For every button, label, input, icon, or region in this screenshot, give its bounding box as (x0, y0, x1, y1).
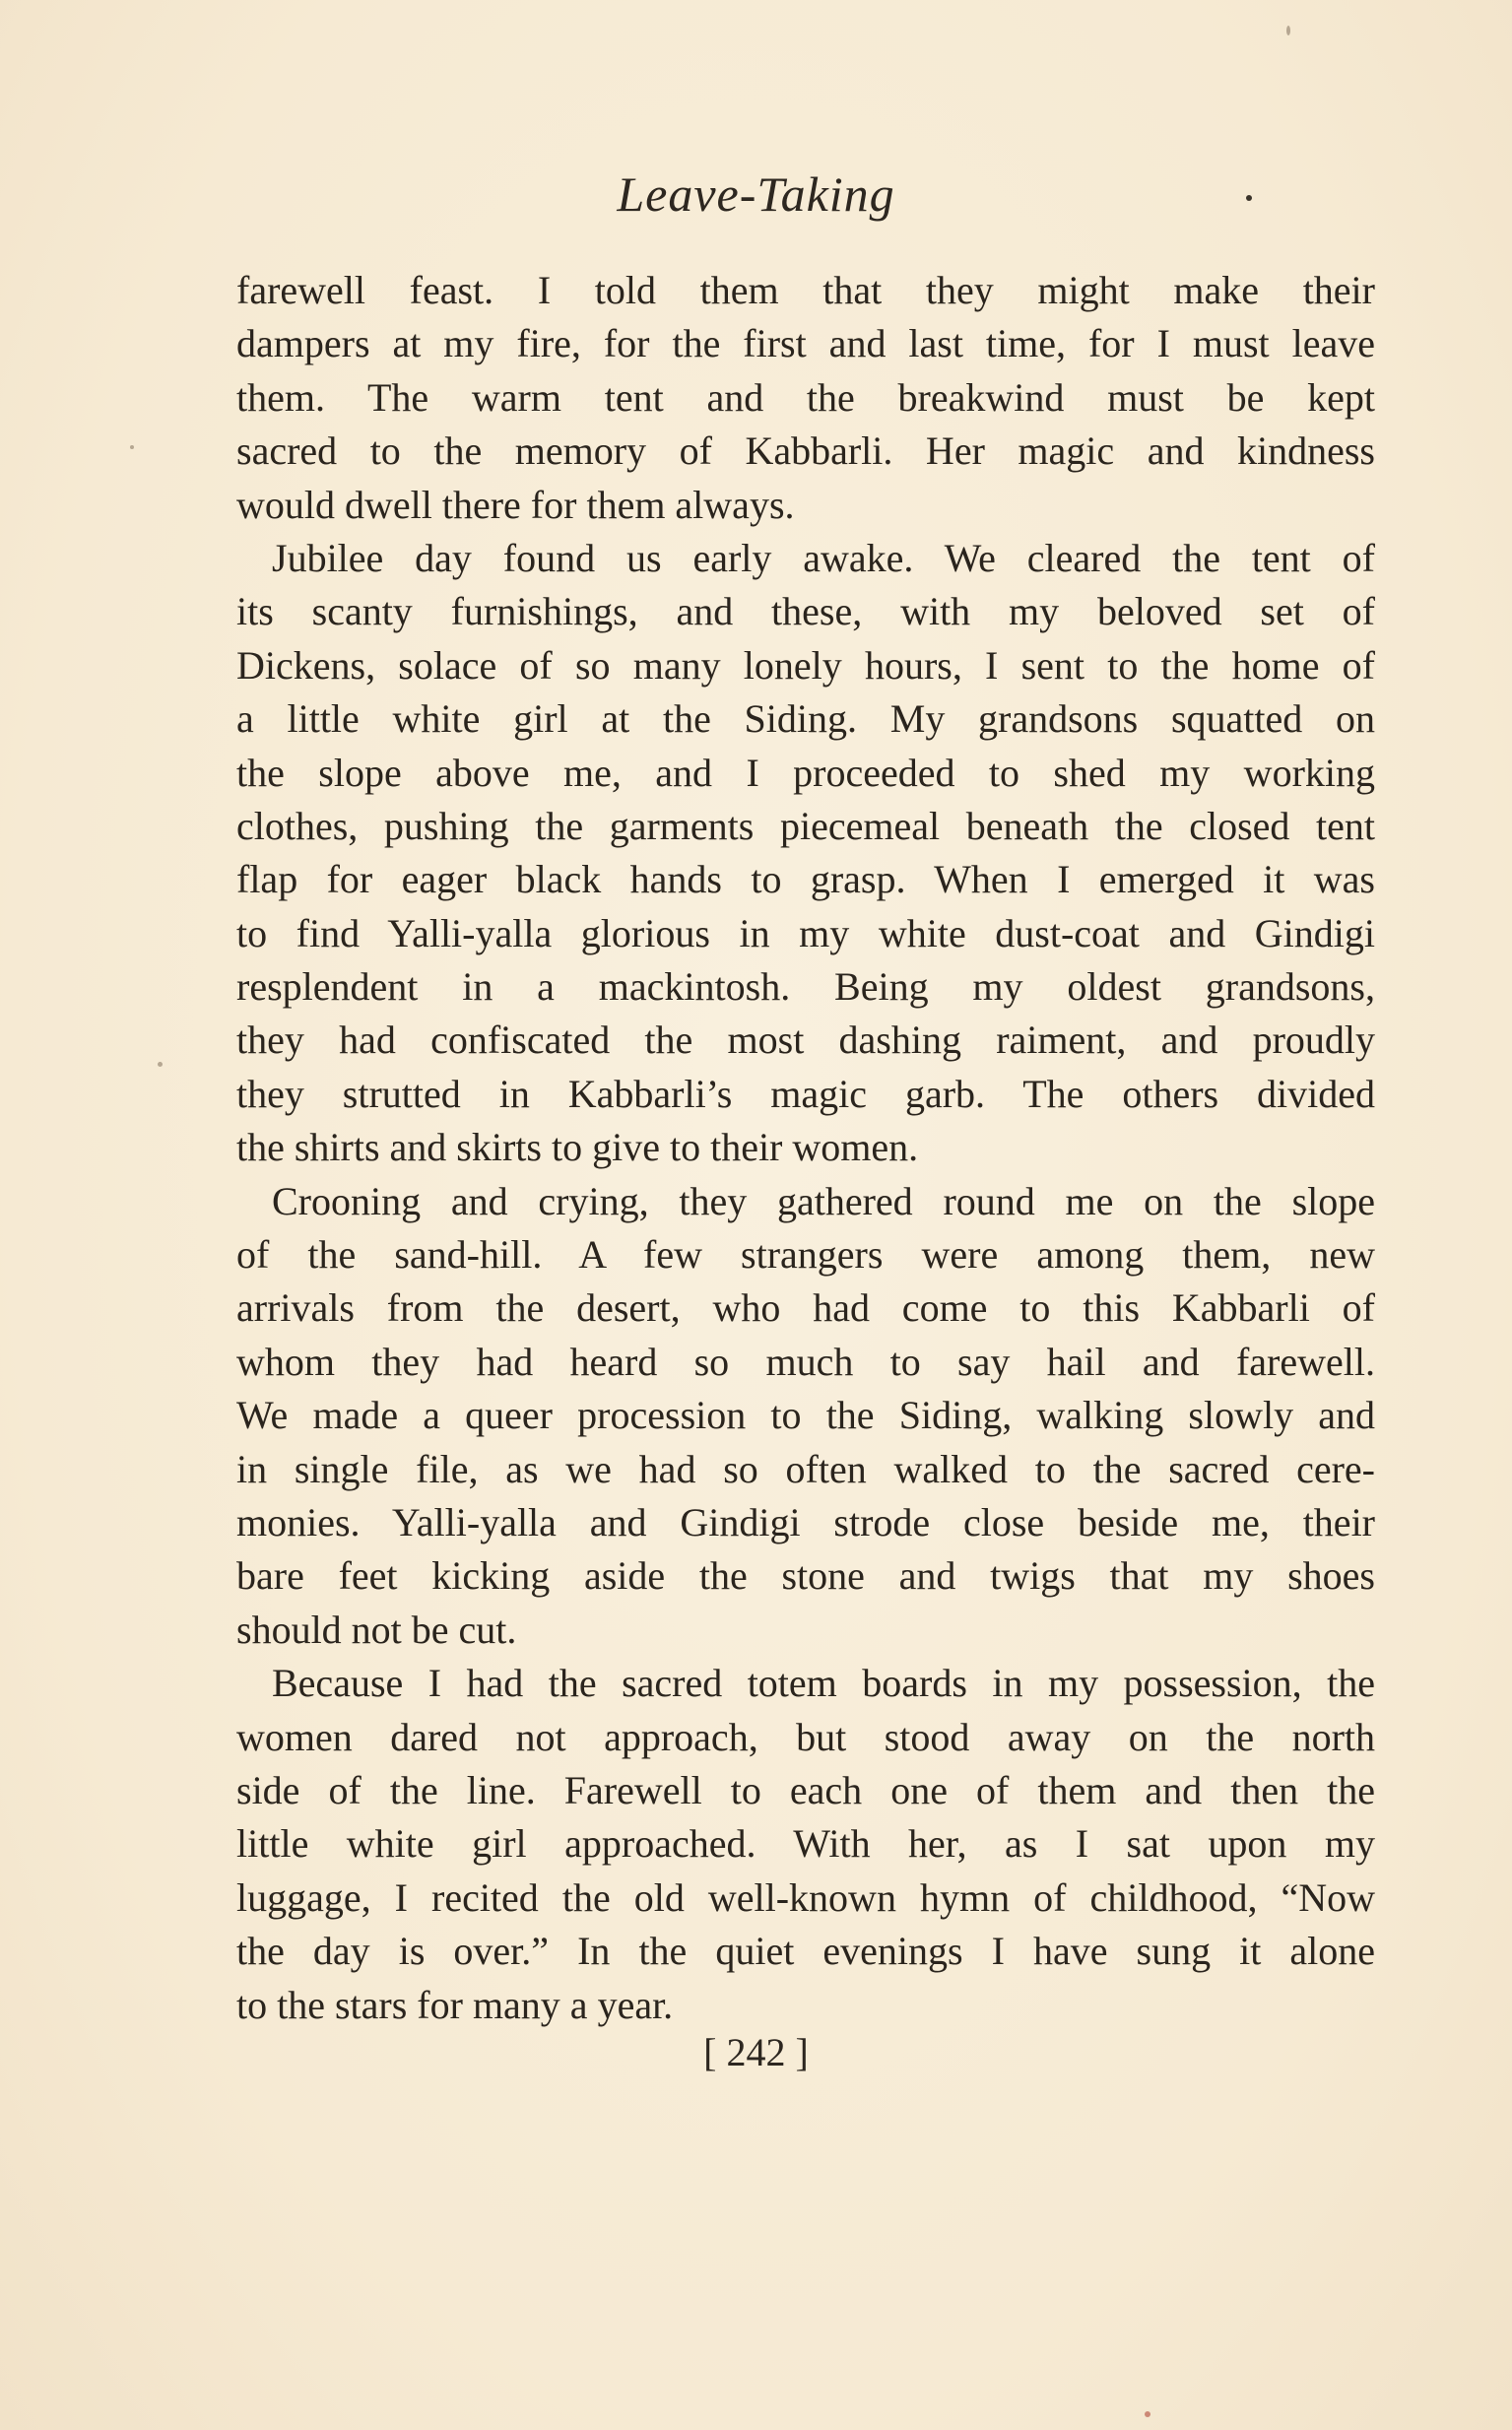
text-line: to the stars for many a year. (236, 1982, 674, 2027)
text-line: the slope above me, and I proceeded to shed my working (236, 750, 1375, 795)
page-speck (1246, 195, 1252, 201)
text-line: side of the line. Farewell to each one of them and then the (236, 1767, 1375, 1812)
text-line: Because I had the sacred totem boards in my possession, the (272, 1661, 1375, 1706)
page-speck (158, 1062, 163, 1067)
text-line: them. The warm tent and the breakwind must be kept (236, 374, 1375, 420)
text-line: Crooning and crying, they gathered round me on the slope (272, 1178, 1375, 1223)
text-line: resplendent in a mackintosh. Being my oldest grandsons, (236, 964, 1375, 1010)
page-speck (1145, 2411, 1150, 2417)
text-line: would dwell there for them always. (236, 482, 795, 527)
text-line: women dared not approach, but stood away on the north (236, 1714, 1375, 1759)
page-number: [ 242 ] (703, 2030, 809, 2074)
text-line: flap for eager black hands to grasp. When I emerged it was (236, 857, 1375, 902)
text-line: of the sand-hill. A few strangers were among them, new (236, 1232, 1375, 1278)
text-line: they strutted in Kabbarli’s magic garb. The others divided (236, 1071, 1375, 1116)
text-line: its scanty furnishings, and these, with my beloved set of (236, 589, 1375, 634)
body-text (236, 264, 1375, 2032)
text-line: they had confiscated the most dashing raiment, and proudly (236, 1018, 1375, 1063)
text-line: We made a queer procession to the Siding, walking slowly and (236, 1393, 1375, 1438)
text-line: a little white girl at the Siding. My grandsons squatted on (236, 696, 1375, 742)
text-line: dampers at my fire, for the first and last time, for I must leave (236, 321, 1375, 366)
text-line: farewell feast. I told them that they might make their (236, 268, 1375, 312)
text-line: bare feet kicking aside the stone and twigs that my shoes (236, 1553, 1375, 1599)
text-line: Dickens, solace of so many lonely hours, I sent to the home of (236, 642, 1375, 688)
text-line: Jubilee day found us early awake. We cleared the tent of (272, 535, 1375, 580)
text-line: sacred to the memory of Kabbarli. Her magic and kindness (236, 428, 1375, 474)
text-line: the shirts and skirts to give to their women. (236, 1125, 919, 1170)
text-line: to find Yalli-yalla glorious in my white dust-coat and Gindigi (236, 910, 1375, 955)
text-line: in single file, as we had so often walked to the sacred cere- (236, 1446, 1375, 1491)
text-line: the day is over.” In the quiet evenings I have sung it alone (236, 1929, 1375, 1974)
text-line: luggage, I recited the old well-known hymn of childhood, “Now (236, 1874, 1375, 1920)
running-head: Leave-Taking (617, 166, 895, 222)
text-line: little white girl approached. With her, as I sat upon my (236, 1821, 1375, 1867)
text-line: monies. Yalli-yalla and Gindigi strode close beside me, their (236, 1499, 1375, 1544)
page-speck (1286, 26, 1290, 35)
text-line: clothes, pushing the garments piecemeal beneath the closed tent (236, 803, 1375, 848)
page-speck (130, 445, 134, 449)
text-line: arrivals from the desert, who had come to this Kabbarli of (236, 1285, 1375, 1331)
text-line: should not be cut. (236, 1607, 517, 1652)
text-line: whom they had heard so much to say hail and farewell. (236, 1339, 1375, 1384)
